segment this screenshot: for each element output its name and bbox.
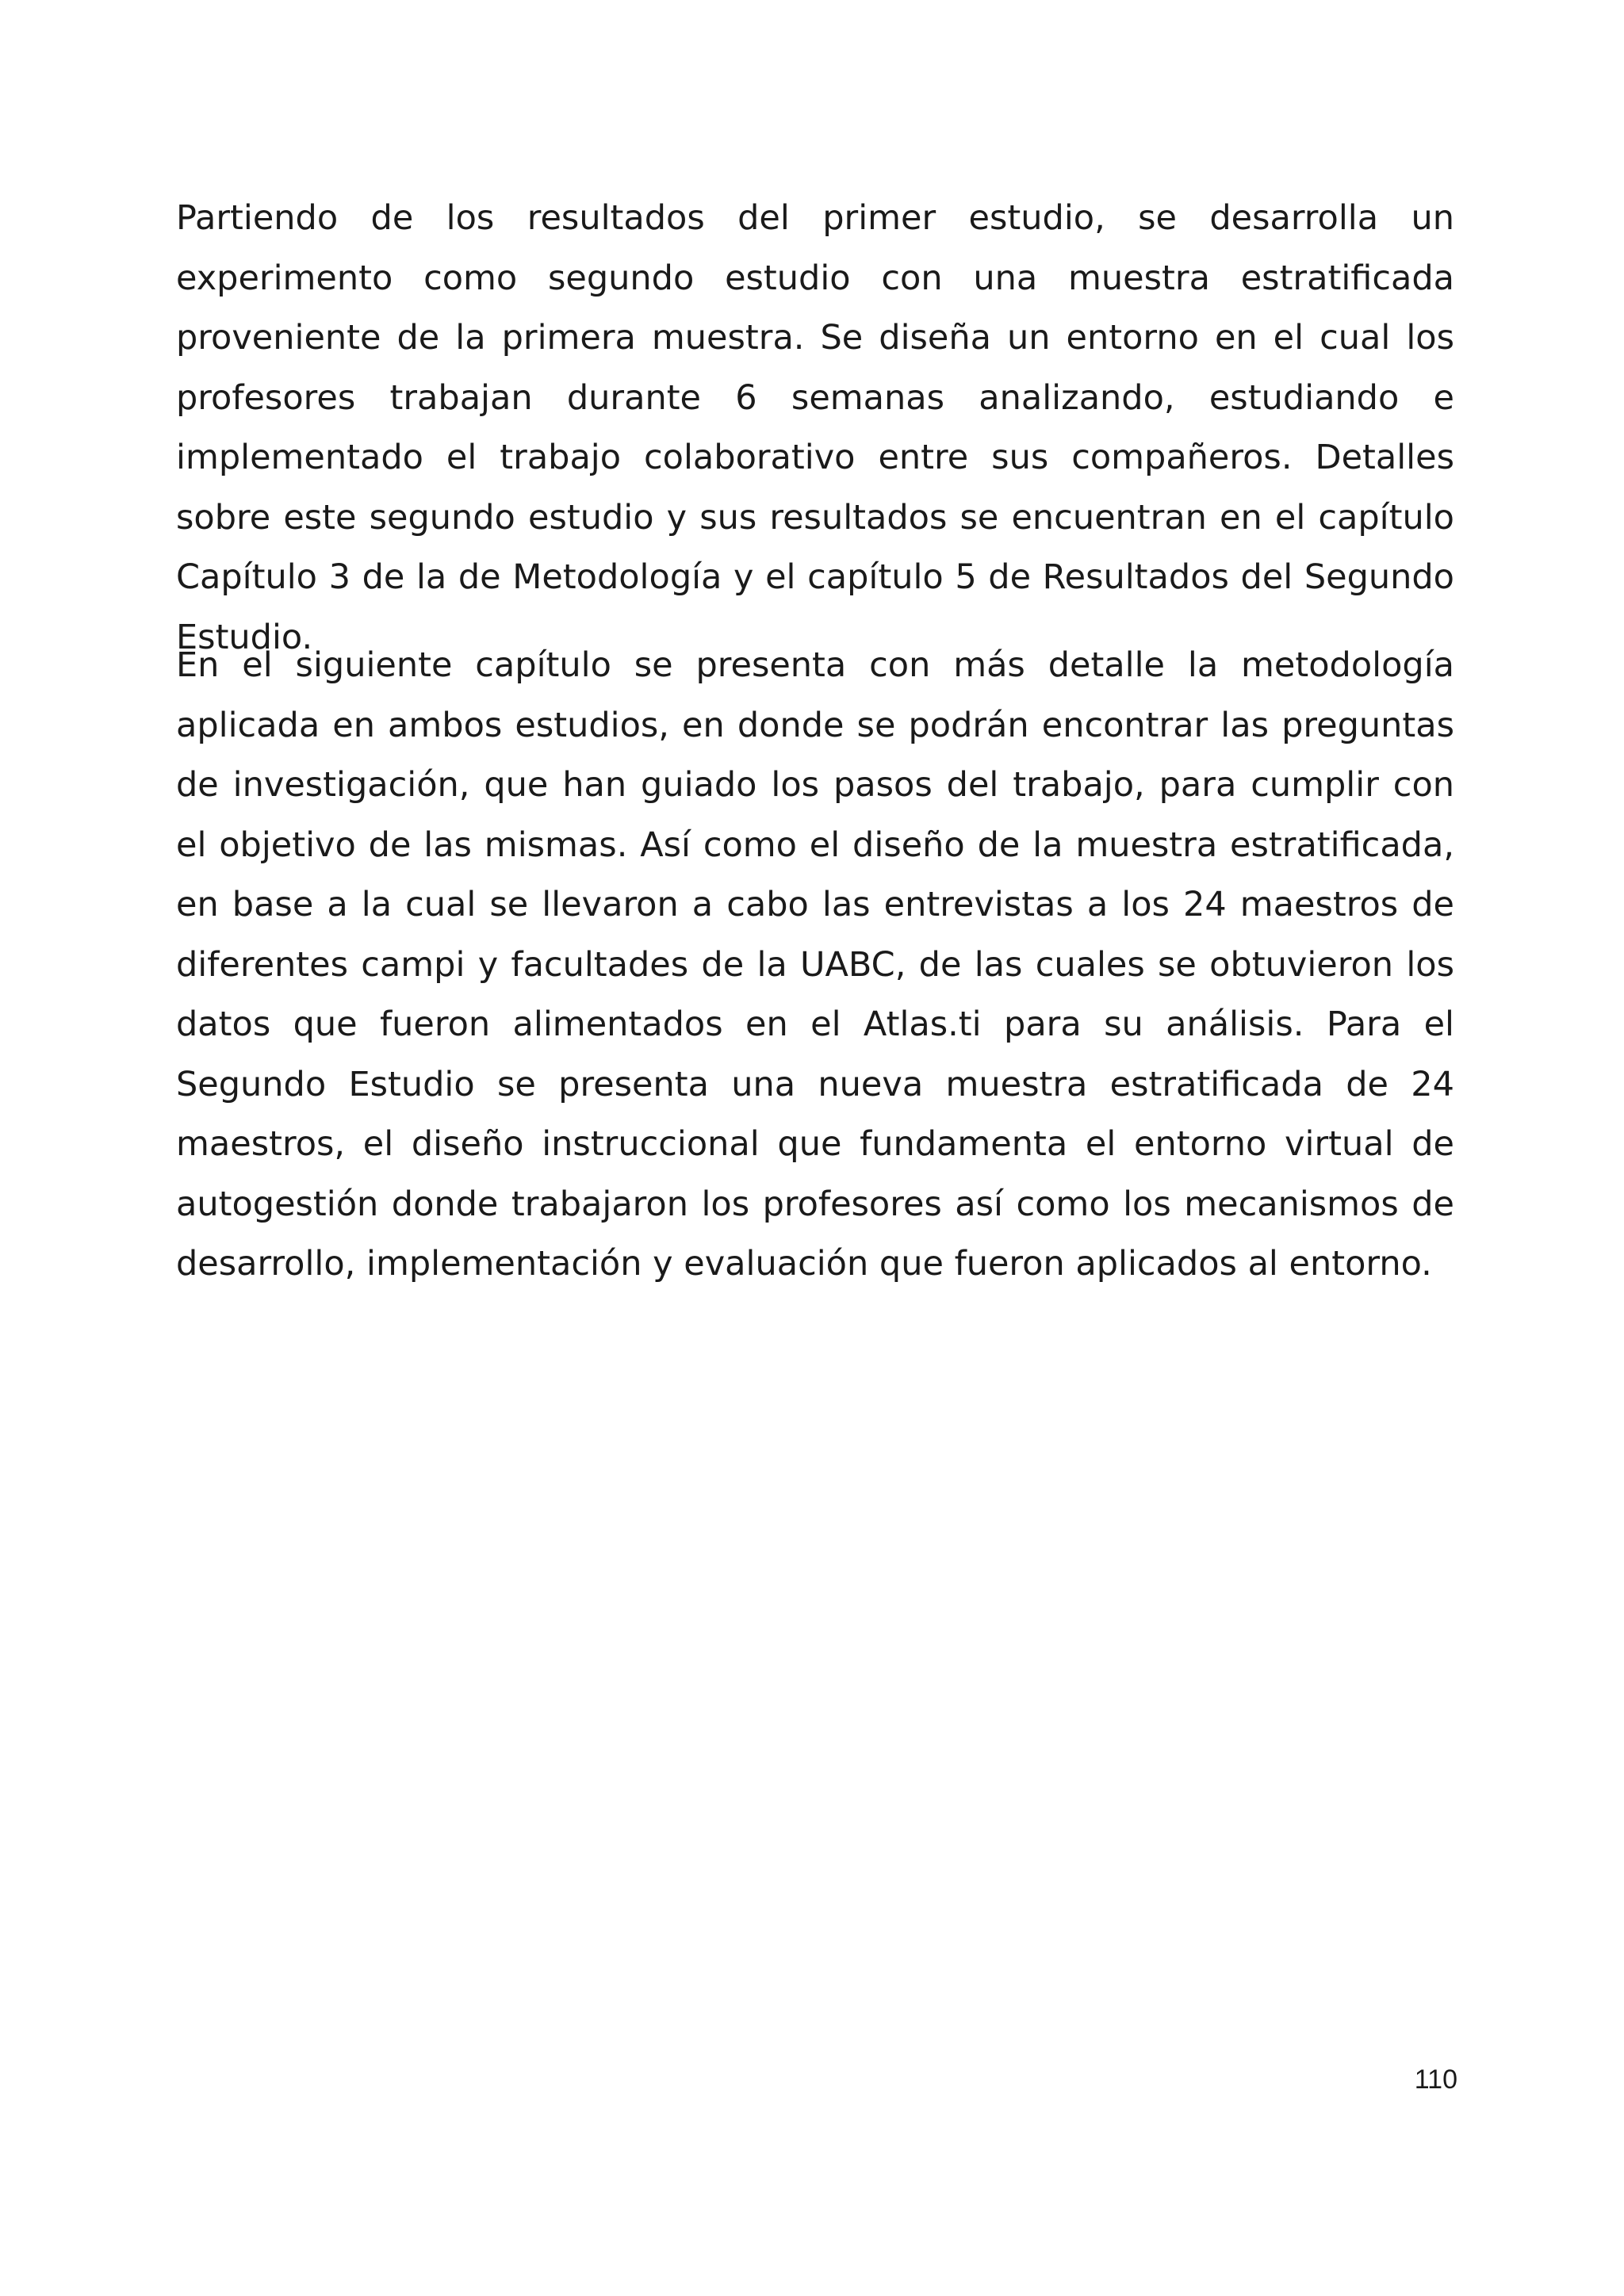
- page-number: 110: [1414, 2064, 1457, 2095]
- body-paragraph-1: [176, 189, 1454, 668]
- paragraph-text: Partiendo de los resultados del primer estudio, se desarrolla un experimento como segundo estudio con una muestra estratificada proveniente de la primera muestra. Se diseña un entorno en el cual los profesores trabajan durante 6 semanas analizando, estudiando e implementado el trabajo colaborativo entre sus compañeros. Detalles sobre este segundo estudio y sus resultados se encuentran en el capítulo Capítulo 3 de la de Metodología y el capítulo 5 de Resultados del Segundo Estudio.: [176, 198, 1454, 657]
- paragraph-text: En el siguiente capítulo se presenta con más detalle la metodología aplicada en ambos estudios, en donde se podrán encontrar las preguntas de investigación, que han guiado los pasos del trabajo, para cumplir con el objetivo de las mismas. Así como el diseño de la muestra estratificada, en base a la cual se llevaron a cabo las entrevistas a los 24 maestros de diferentes campi y facultades de la UABC, de las cuales se obtuvieron los datos que fueron alimentados en el Atlas.ti para su análisis. Para el Segundo Estudio se presenta una nueva muestra estratificada de 24 maestros, el diseño instruccional que fundamenta el entorno virtual de autogestión donde trabajaron los profesores así como los mecanismos de desarrollo, implementación y evaluación que fueron aplicados al entorno.: [176, 645, 1454, 1284]
- body-paragraph-2: [176, 636, 1454, 1295]
